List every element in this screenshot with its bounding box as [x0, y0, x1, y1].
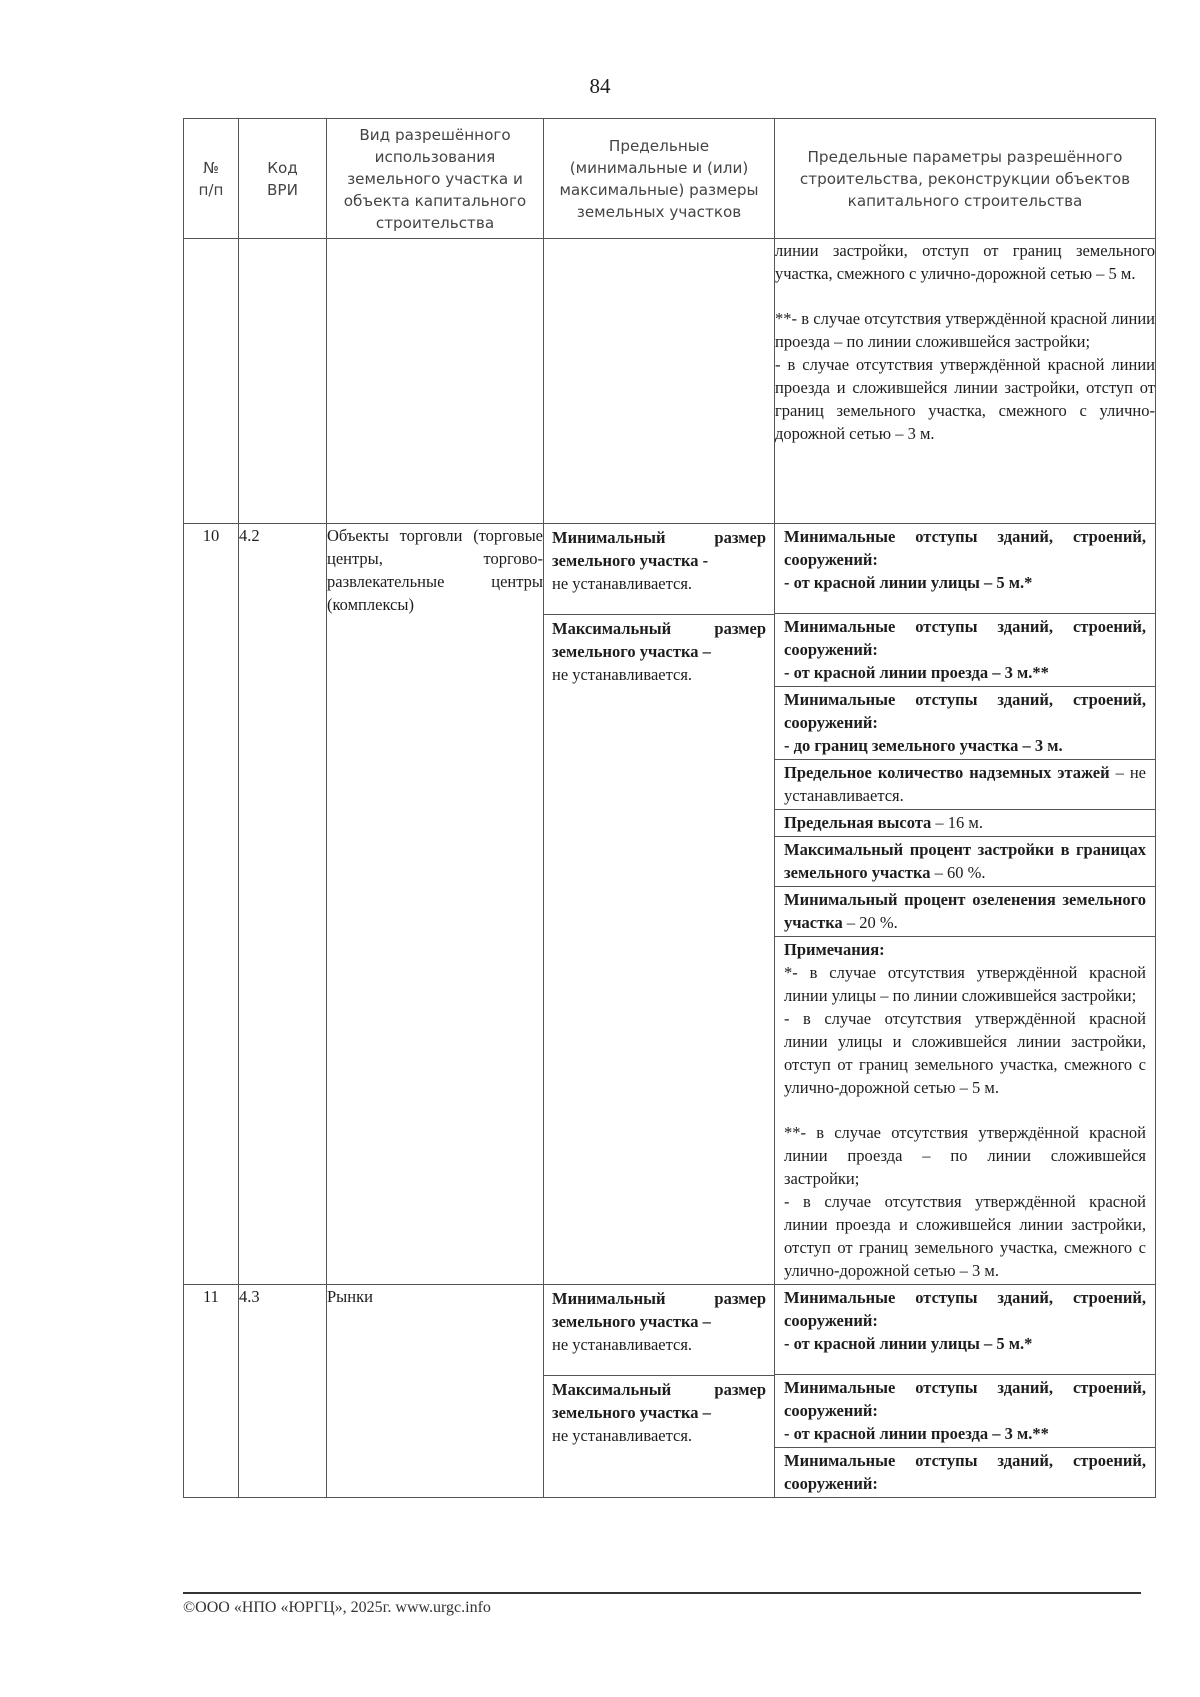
row-code: 4.3: [239, 1285, 327, 1498]
footer-divider: [183, 1592, 1141, 1594]
table-row: [184, 1285, 1156, 1498]
param-setback-passage: Минимальные отступы зданий, строений, сооружений: - от красной линии проезда – 3 м.**: [775, 614, 1155, 687]
header-vri: Вид разрешённого использования земельного участка и объекта капитального строительства: [327, 119, 544, 239]
param-setback-street: Минимальные отступы зданий, строений, сооружений: - от красной линии улицы – 5 м.*: [775, 524, 1155, 614]
page-number: 84: [589, 74, 611, 98]
table-header-row: [184, 119, 1156, 239]
continuation-note2-tail: - в случае отсутствия утверждённой красной линии проезда и сложившейся линии застройки, отступ от границ земельного участка, смежного с улично-дорожной сетью – 3 м.: [775, 355, 1155, 443]
footer-copyright: ©ООО «НПО «ЮРГЦ», 2025г. www.urgc.info: [183, 1599, 491, 1616]
param-min-greenery: Минимальный процент озеленения земельного участка – 20 %.: [775, 887, 1155, 937]
continuation-line: линии застройки, отступ от границ земельного участка, смежного с улично-дорожной сетью – 5 м.: [775, 241, 1155, 283]
min-size-value: не устанавливается.: [552, 574, 693, 593]
table-row: [184, 524, 1156, 1285]
min-size: [544, 524, 774, 614]
max-size-value: не устанавливается.: [552, 665, 693, 684]
param-floors: Предельное количество надземных этажей – не устанавливается.: [775, 760, 1155, 810]
min-size-label: Минимальный размер земельного участка -: [552, 528, 766, 570]
param-setback-passage: Минимальные отступы зданий, строений, сооружений: - от красной линии проезда – 3 м.**: [775, 1375, 1155, 1448]
row-num: 10: [184, 524, 239, 1285]
max-size: Максимальный размер земельного участка – не устанавливается.: [544, 1375, 774, 1449]
continuation-row: [184, 239, 1156, 524]
row-sizes: [544, 1285, 775, 1498]
row-code: 4.2: [239, 524, 327, 1285]
row-num: 11: [184, 1285, 239, 1498]
header-code: Код ВРИ: [239, 119, 327, 239]
param-setback-street: Минимальные отступы зданий, строений, сооружений: - от красной линии улицы – 5 м.*: [775, 1285, 1155, 1375]
max-size-label: Максимальный размер земельного участка –: [552, 619, 766, 661]
row-sizes: [544, 524, 775, 1285]
continuation-notes: [775, 239, 1156, 524]
param-notes: Примечания: *- в случае отсутствия утверждённой красной линии улицы – по линии сложившейся застройки; - в случае отсутствия утверждённой красной линии улицы и сложившейся линии застройки, отступ от границ земельного участка, смежного с улично-дорожной сетью – 5 м. **- в случае отсутствия утверждённой красной линии проезда – по линии сложившейся застройки; - в случае отсутствия утверждённой красной линии проезда и сложившейся линии застройки, отступ от границ земельного участка, смежного с улично-дорожной сетью – 3 м.: [784, 940, 1146, 1280]
min-size: Минимальный размер земельного участка – не устанавливается.: [552, 1289, 766, 1354]
row-vri: Рынки: [327, 1285, 544, 1498]
header-params: Предельные параметры разрешённого строительства, реконструкции объектов капитального строительства: [775, 119, 1156, 239]
param-max-coverage: Максимальный процент застройки в границах земельного участка – 60 %.: [775, 837, 1155, 887]
param-setback-boundary: Минимальные отступы зданий, строений, сооружений: - до границ земельного участка – 3 м.: [775, 687, 1155, 760]
header-sizes: Предельные (минимальные и (или) максимальные) размеры земельных участков: [544, 119, 775, 239]
continuation-note2-lead: **- в случае отсутствия утверждённой красной линии проезда – по линии сложившейся застройки;: [775, 309, 1155, 351]
row-params: [775, 524, 1156, 1285]
row-params: [775, 1285, 1156, 1498]
regulations-table: [183, 118, 1156, 1498]
row-vri: Объекты торговли (торговые центры, торгово-развлекательные центры (комплексы): [327, 524, 544, 1285]
max-size: [544, 614, 774, 688]
param-height: Предельная высота – 16 м.: [775, 810, 1155, 837]
header-num: № п/п: [184, 119, 239, 239]
param-setback-boundary: Минимальные отступы зданий, строений, сооружений:: [784, 1451, 1146, 1493]
